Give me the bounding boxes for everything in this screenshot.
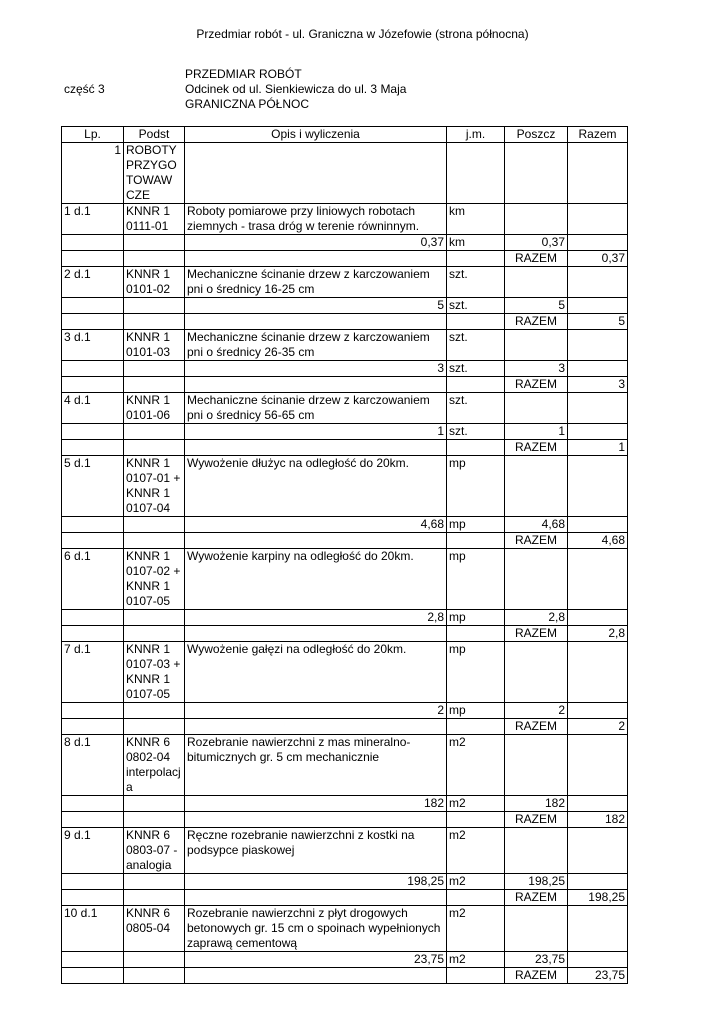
calc-partial: 0,37	[505, 235, 568, 251]
sum-label: RAZEM	[505, 626, 568, 642]
header-line-1: PRZEDMIAR ROBÓT	[185, 67, 302, 81]
calc-row	[62, 517, 628, 533]
item-basis: KNNR 6 0805-04	[124, 906, 185, 952]
sum-lp-empty	[62, 440, 124, 456]
calc-total-empty	[568, 517, 628, 533]
item-total-empty	[568, 735, 628, 796]
sum-basis-empty	[124, 377, 185, 393]
part-label: część 3	[64, 82, 105, 96]
item-description: Rozebranie nawierzchni z płyt drogowych betonowych gr. 15 cm o spoinach wypełnionych zaprawą cementową	[185, 906, 447, 952]
item-row	[62, 906, 628, 952]
item-total-empty	[568, 456, 628, 517]
calc-unit: m2	[447, 874, 505, 890]
item-description: Roboty pomiarowe przy liniowych robotach ziemnych - trasa dróg w terenie równinnym.	[185, 204, 447, 235]
column-header-total: Razem	[568, 127, 628, 143]
calc-basis-empty	[124, 796, 185, 812]
sum-lp-empty	[62, 251, 124, 267]
item-partial-empty	[505, 828, 568, 874]
sum-lp-empty	[62, 812, 124, 828]
calc-total-empty	[568, 874, 628, 890]
item-basis: KNNR 6 0802-04 interpolacj a	[124, 735, 185, 796]
calc-partial: 5	[505, 298, 568, 314]
item-lp: 10 d.1	[62, 906, 124, 952]
item-partial-empty	[505, 393, 568, 424]
calc-basis-empty	[124, 424, 185, 440]
calc-unit: szt.	[447, 361, 505, 377]
calc-basis-empty	[124, 235, 185, 251]
sum-desc-empty	[185, 377, 447, 393]
calc-partial: 198,25	[505, 874, 568, 890]
sum-label: RAZEM	[505, 533, 568, 549]
sum-label: RAZEM	[505, 890, 568, 906]
item-unit: m2	[447, 735, 505, 796]
calc-total-empty	[568, 235, 628, 251]
sum-basis-empty	[124, 626, 185, 642]
sum-unit-empty	[447, 314, 505, 330]
item-description: Wywożenie dłużyc na odległość do 20km.	[185, 456, 447, 517]
sum-label: RAZEM	[505, 440, 568, 456]
calc-total-empty	[568, 703, 628, 719]
sum-desc-empty	[185, 440, 447, 456]
item-total-empty	[568, 204, 628, 235]
item-unit: mp	[447, 456, 505, 517]
item-unit: m2	[447, 906, 505, 952]
item-row	[62, 735, 628, 796]
item-basis: KNNR 1 0107-02 + KNNR 1 0107-05	[124, 549, 185, 610]
sum-lp-empty	[62, 719, 124, 735]
item-lp: 1 d.1	[62, 204, 124, 235]
calc-lp-empty	[62, 952, 124, 968]
item-basis: KNNR 1 0111-01	[124, 204, 185, 235]
sum-row	[62, 890, 628, 906]
calc-partial: 182	[505, 796, 568, 812]
section-title: ROBOTY PRZYGO TOWAW CZE	[124, 143, 185, 204]
sum-desc-empty	[185, 812, 447, 828]
item-row	[62, 267, 628, 298]
page-title: Przedmiar robót - ul. Graniczna w Józefowie (strona północna)	[196, 27, 529, 41]
calc-row	[62, 796, 628, 812]
calc-basis-empty	[124, 298, 185, 314]
item-description: Rozebranie nawierzchni z mas mineralno-bitumicznych gr. 5 cm mechanicznie	[185, 735, 447, 796]
item-basis: KNNR 1 0107-01 + KNNR 1 0107-04	[124, 456, 185, 517]
sum-lp-empty	[62, 890, 124, 906]
sum-desc-empty	[185, 626, 447, 642]
calc-value: 3	[185, 361, 447, 377]
item-total-empty	[568, 393, 628, 424]
item-row	[62, 330, 628, 361]
calc-lp-empty	[62, 298, 124, 314]
section-row	[62, 143, 628, 204]
item-row	[62, 642, 628, 703]
sum-lp-empty	[62, 533, 124, 549]
calc-unit: mp	[447, 517, 505, 533]
calc-total-empty	[568, 424, 628, 440]
item-row	[62, 393, 628, 424]
item-description: Ręczne rozebranie nawierzchni z kostki na podsypce piaskowej	[185, 828, 447, 874]
calc-unit: km	[447, 235, 505, 251]
bill-of-quantities-table	[61, 126, 628, 984]
calc-row	[62, 610, 628, 626]
sum-total: 198,25	[568, 890, 628, 906]
item-total-empty	[568, 828, 628, 874]
calc-total-empty	[568, 298, 628, 314]
item-basis: KNNR 6 0803-07 - analogia	[124, 828, 185, 874]
calc-value: 182	[185, 796, 447, 812]
sum-unit-empty	[447, 251, 505, 267]
sum-basis-empty	[124, 968, 185, 984]
item-partial-empty	[505, 735, 568, 796]
item-total-empty	[568, 642, 628, 703]
calc-lp-empty	[62, 517, 124, 533]
sum-unit-empty	[447, 626, 505, 642]
item-description: Mechaniczne ścinanie drzew z karczowaniem pni o średnicy 26-35 cm	[185, 330, 447, 361]
column-header-basis: Podst	[124, 127, 185, 143]
sum-total: 1	[568, 440, 628, 456]
sum-desc-empty	[185, 533, 447, 549]
item-lp: 6 d.1	[62, 549, 124, 610]
item-unit: km	[447, 204, 505, 235]
item-lp: 4 d.1	[62, 393, 124, 424]
sum-row	[62, 626, 628, 642]
calc-partial: 2,8	[505, 610, 568, 626]
sum-label: RAZEM	[505, 719, 568, 735]
item-unit: szt.	[447, 267, 505, 298]
sum-unit-empty	[447, 377, 505, 393]
item-basis: KNNR 1 0107-03 + KNNR 1 0107-05	[124, 642, 185, 703]
calc-basis-empty	[124, 874, 185, 890]
column-header-unit: j.m.	[447, 127, 505, 143]
sum-unit-empty	[447, 812, 505, 828]
item-basis: KNNR 1 0101-02	[124, 267, 185, 298]
calc-partial: 23,75	[505, 952, 568, 968]
calc-partial: 3	[505, 361, 568, 377]
calc-row	[62, 424, 628, 440]
calc-lp-empty	[62, 703, 124, 719]
calc-value: 1	[185, 424, 447, 440]
column-header-description: Opis i wyliczenia	[185, 127, 447, 143]
sum-basis-empty	[124, 812, 185, 828]
item-description: Mechaniczne ścinanie drzew z karczowaniem pni o średnicy 16-25 cm	[185, 267, 447, 298]
calc-value: 2	[185, 703, 447, 719]
sum-total: 3	[568, 377, 628, 393]
item-total-empty	[568, 330, 628, 361]
calc-partial: 1	[505, 424, 568, 440]
item-lp: 2 d.1	[62, 267, 124, 298]
sum-total: 23,75	[568, 968, 628, 984]
sum-label: RAZEM	[505, 812, 568, 828]
calc-value: 23,75	[185, 952, 447, 968]
item-lp: 3 d.1	[62, 330, 124, 361]
sum-total: 2,8	[568, 626, 628, 642]
item-unit: m2	[447, 828, 505, 874]
sum-lp-empty	[62, 626, 124, 642]
calc-basis-empty	[124, 361, 185, 377]
calc-lp-empty	[62, 874, 124, 890]
sum-basis-empty	[124, 440, 185, 456]
sum-basis-empty	[124, 251, 185, 267]
item-lp: 9 d.1	[62, 828, 124, 874]
item-lp: 5 d.1	[62, 456, 124, 517]
item-lp: 8 d.1	[62, 735, 124, 796]
sum-unit-empty	[447, 968, 505, 984]
calc-value: 2,8	[185, 610, 447, 626]
sum-desc-empty	[185, 251, 447, 267]
calc-partial: 4,68	[505, 517, 568, 533]
sum-label: RAZEM	[505, 314, 568, 330]
calc-basis-empty	[124, 517, 185, 533]
item-unit: mp	[447, 642, 505, 703]
item-row	[62, 549, 628, 610]
sum-row	[62, 968, 628, 984]
calc-total-empty	[568, 610, 628, 626]
item-description: Wywożenie gałęzi na odległość do 20km.	[185, 642, 447, 703]
sum-row	[62, 440, 628, 456]
sum-lp-empty	[62, 314, 124, 330]
sum-basis-empty	[124, 719, 185, 735]
sum-row	[62, 533, 628, 549]
calc-row	[62, 703, 628, 719]
item-partial-empty	[505, 267, 568, 298]
sum-basis-empty	[124, 533, 185, 549]
item-description: Mechaniczne ścinanie drzew z karczowaniem pni o średnicy 56-65 cm	[185, 393, 447, 424]
calc-unit: szt.	[447, 424, 505, 440]
item-basis: KNNR 1 0101-06	[124, 393, 185, 424]
item-partial-empty	[505, 456, 568, 517]
calc-value: 4,68	[185, 517, 447, 533]
calc-value: 5	[185, 298, 447, 314]
calc-unit: mp	[447, 610, 505, 626]
header-line-3: GRANICZNA PÓŁNOC	[185, 97, 310, 111]
calc-lp-empty	[62, 796, 124, 812]
calc-row	[62, 952, 628, 968]
sum-row	[62, 719, 628, 735]
calc-basis-empty	[124, 703, 185, 719]
item-description: Wywożenie karpiny na odległość do 20km.	[185, 549, 447, 610]
sum-unit-empty	[447, 533, 505, 549]
sum-desc-empty	[185, 968, 447, 984]
sum-unit-empty	[447, 719, 505, 735]
calc-basis-empty	[124, 610, 185, 626]
sum-basis-empty	[124, 314, 185, 330]
sum-desc-empty	[185, 719, 447, 735]
calc-unit: m2	[447, 796, 505, 812]
sum-label: RAZEM	[505, 968, 568, 984]
column-header-partial: Poszcz	[505, 127, 568, 143]
calc-row	[62, 298, 628, 314]
sum-basis-empty	[124, 890, 185, 906]
sum-row	[62, 314, 628, 330]
sum-row	[62, 251, 628, 267]
item-unit: szt.	[447, 393, 505, 424]
calc-lp-empty	[62, 361, 124, 377]
calc-row	[62, 874, 628, 890]
calc-partial: 2	[505, 703, 568, 719]
item-total-empty	[568, 906, 628, 952]
sum-total: 2	[568, 719, 628, 735]
calc-value: 198,25	[185, 874, 447, 890]
sum-lp-empty	[62, 968, 124, 984]
calc-lp-empty	[62, 424, 124, 440]
item-row	[62, 456, 628, 517]
calc-basis-empty	[124, 952, 185, 968]
calc-total-empty	[568, 361, 628, 377]
sum-label: RAZEM	[505, 377, 568, 393]
item-unit: szt.	[447, 330, 505, 361]
sum-total: 0,37	[568, 251, 628, 267]
item-row	[62, 828, 628, 874]
item-partial-empty	[505, 549, 568, 610]
item-partial-empty	[505, 906, 568, 952]
item-unit: mp	[447, 549, 505, 610]
calc-unit: mp	[447, 703, 505, 719]
sum-lp-empty	[62, 377, 124, 393]
item-basis: KNNR 1 0101-03	[124, 330, 185, 361]
calc-row	[62, 235, 628, 251]
item-partial-empty	[505, 642, 568, 703]
item-row	[62, 204, 628, 235]
sum-total: 4,68	[568, 533, 628, 549]
sum-unit-empty	[447, 440, 505, 456]
column-header-lp: Lp.	[62, 127, 124, 143]
calc-unit: szt.	[447, 298, 505, 314]
item-total-empty	[568, 267, 628, 298]
calc-value: 0,37	[185, 235, 447, 251]
calc-row	[62, 361, 628, 377]
sum-row	[62, 377, 628, 393]
sum-total: 5	[568, 314, 628, 330]
item-partial-empty	[505, 330, 568, 361]
item-partial-empty	[505, 204, 568, 235]
sum-row	[62, 812, 628, 828]
sum-total: 182	[568, 812, 628, 828]
item-total-empty	[568, 549, 628, 610]
calc-total-empty	[568, 796, 628, 812]
sum-unit-empty	[447, 890, 505, 906]
calc-unit: m2	[447, 952, 505, 968]
section-number: 1	[62, 143, 124, 204]
table-header-row	[62, 127, 628, 143]
item-lp: 7 d.1	[62, 642, 124, 703]
calc-total-empty	[568, 952, 628, 968]
sum-desc-empty	[185, 890, 447, 906]
sum-desc-empty	[185, 314, 447, 330]
calc-lp-empty	[62, 610, 124, 626]
sum-label: RAZEM	[505, 251, 568, 267]
calc-lp-empty	[62, 235, 124, 251]
header-line-2: Odcinek od ul. Sienkiewicza do ul. 3 Maja	[185, 82, 407, 96]
